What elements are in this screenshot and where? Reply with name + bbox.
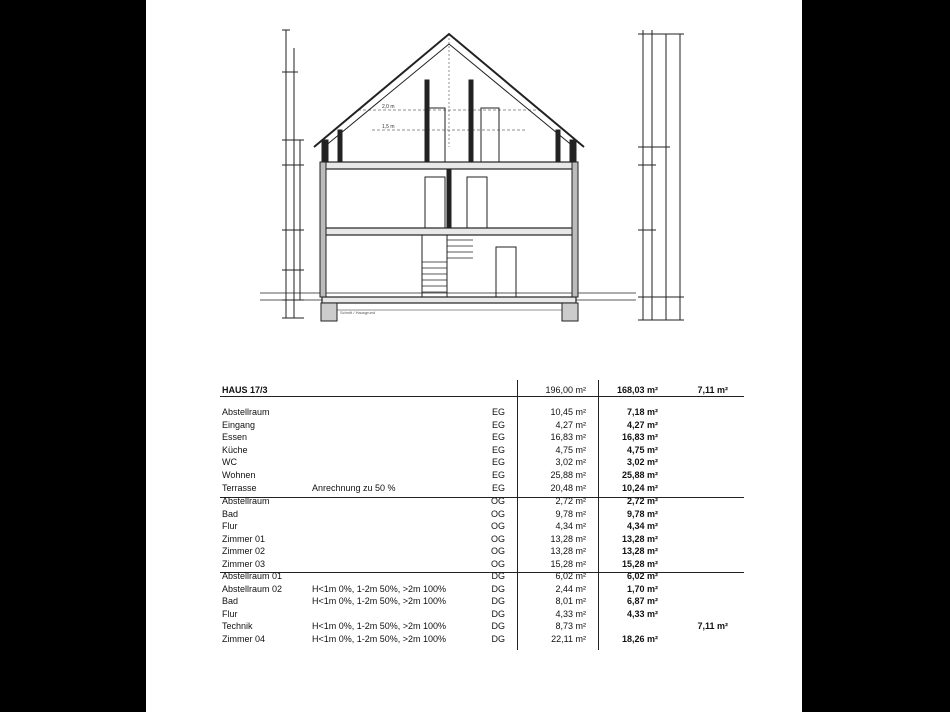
document-page bbox=[146, 0, 802, 712]
row-floor: OG bbox=[490, 546, 505, 557]
row-floor: EG bbox=[491, 444, 505, 455]
row-room: WC bbox=[222, 457, 237, 468]
row-room: Abstellraum bbox=[222, 407, 270, 417]
row-gross: 13,28 m² bbox=[550, 546, 586, 557]
row-net: 9,78 m² bbox=[626, 508, 658, 519]
row-room: Zimmer 03 bbox=[222, 559, 266, 569]
row-gross: 4,33 m² bbox=[555, 608, 586, 619]
row-room: Terrasse bbox=[222, 482, 257, 493]
row-net: 25,88 m² bbox=[621, 470, 658, 480]
row-floor: EG bbox=[491, 407, 505, 417]
row-gross: 6,02 m² bbox=[555, 571, 586, 581]
row-note: H<1m 0%, 1-2m 50%, >2m 100% bbox=[312, 583, 447, 594]
area-table bbox=[146, 0, 802, 712]
row-note: Anrechnung zu 50 % bbox=[312, 482, 396, 493]
row-floor: OG bbox=[490, 496, 505, 506]
row-room: Technik bbox=[222, 621, 253, 632]
row-room: Abstellraum 01 bbox=[222, 571, 283, 581]
row-net: 3,02 m² bbox=[626, 457, 658, 468]
row-floor: EG bbox=[491, 419, 505, 430]
row-gross: 8,73 m² bbox=[555, 621, 586, 632]
row-room: Eingang bbox=[222, 419, 256, 430]
row-gross: 13,28 m² bbox=[550, 533, 586, 544]
row-room: Flur bbox=[222, 521, 238, 532]
total-gross: 196,00 m² bbox=[545, 385, 586, 395]
row-room: Essen bbox=[222, 432, 248, 443]
row-floor: EG bbox=[491, 470, 505, 480]
row-floor: OG bbox=[490, 559, 505, 569]
row-net: 4,33 m² bbox=[626, 608, 658, 619]
row-floor: EG bbox=[491, 457, 505, 468]
row-note: H<1m 0%, 1-2m 50%, >2m 100% bbox=[312, 596, 447, 607]
total-net: 168,03 m² bbox=[616, 385, 658, 395]
row-room: Zimmer 02 bbox=[222, 546, 266, 557]
row-net: 16,83 m² bbox=[621, 432, 658, 443]
row-net: 6,02 m² bbox=[626, 571, 658, 581]
row-net: 13,28 m² bbox=[621, 533, 658, 544]
row-net: 18,26 m² bbox=[621, 634, 658, 644]
row-gross: 22,11 m² bbox=[551, 634, 586, 644]
row-room: Bad bbox=[222, 596, 239, 607]
row-extra: 7,11 m² bbox=[697, 621, 728, 632]
table-title: HAUS 17/3 bbox=[222, 385, 268, 395]
row-gross: 2,44 m² bbox=[555, 583, 586, 594]
row-floor: OG bbox=[490, 533, 505, 544]
row-room: Bad bbox=[222, 508, 239, 519]
row-gross: 4,34 m² bbox=[555, 521, 586, 532]
row-gross: 4,75 m² bbox=[555, 444, 586, 455]
row-net: 7,18 m² bbox=[626, 407, 658, 417]
row-room: Abstellraum bbox=[222, 496, 270, 506]
row-room: Flur bbox=[222, 608, 238, 619]
row-floor: OG bbox=[490, 521, 505, 532]
row-gross: 2,72 m² bbox=[555, 496, 586, 506]
header-underline bbox=[220, 396, 744, 397]
row-floor: DG bbox=[491, 634, 505, 644]
row-room: Wohnen bbox=[222, 470, 256, 480]
row-room: Zimmer 01 bbox=[222, 533, 266, 544]
row-gross: 3,02 m² bbox=[555, 457, 586, 468]
total-technik: 7,11 m² bbox=[697, 385, 728, 395]
row-floor: DG bbox=[491, 608, 505, 619]
row-net: 4,75 m² bbox=[626, 444, 658, 455]
row-gross: 9,78 m² bbox=[555, 508, 586, 519]
row-gross: 20,48 m² bbox=[550, 482, 586, 493]
dim-label-15m: 1,5 m bbox=[382, 124, 395, 130]
section-label: Schnitt / Hausgrund bbox=[340, 310, 376, 315]
row-net: 6,87 m² bbox=[626, 596, 658, 607]
row-floor: DG bbox=[491, 583, 505, 594]
row-gross: 10,45 m² bbox=[550, 407, 586, 417]
row-gross: 4,27 m² bbox=[555, 419, 586, 430]
row-floor: OG bbox=[490, 508, 505, 519]
row-room: Abstellraum 02 bbox=[222, 583, 283, 594]
row-floor: EG bbox=[491, 482, 505, 493]
row-net: 4,27 m² bbox=[626, 419, 658, 430]
row-floor: EG bbox=[491, 432, 505, 443]
row-floor: DG bbox=[491, 596, 505, 607]
row-net: 2,72 m² bbox=[626, 496, 658, 506]
row-gross: 8,01 m² bbox=[555, 596, 586, 607]
row-net: 15,28 m² bbox=[621, 559, 658, 569]
row-gross: 25,88 m² bbox=[550, 470, 586, 480]
row-room: Küche bbox=[222, 444, 248, 455]
dim-label-2m: 2,0 m bbox=[382, 104, 395, 110]
row-net: 4,34 m² bbox=[626, 521, 658, 532]
row-note: H<1m 0%, 1-2m 50%, >2m 100% bbox=[312, 634, 447, 644]
row-net: 13,28 m² bbox=[621, 546, 658, 557]
row-room: Zimmer 04 bbox=[222, 634, 266, 644]
row-floor: DG bbox=[491, 621, 505, 632]
row-gross: 16,83 m² bbox=[550, 432, 586, 443]
row-note: H<1m 0%, 1-2m 50%, >2m 100% bbox=[312, 621, 447, 632]
row-net: 10,24 m² bbox=[621, 482, 658, 493]
row-net: 1,70 m² bbox=[626, 583, 658, 594]
row-floor: DG bbox=[491, 571, 505, 581]
row-gross: 15,28 m² bbox=[550, 559, 586, 569]
